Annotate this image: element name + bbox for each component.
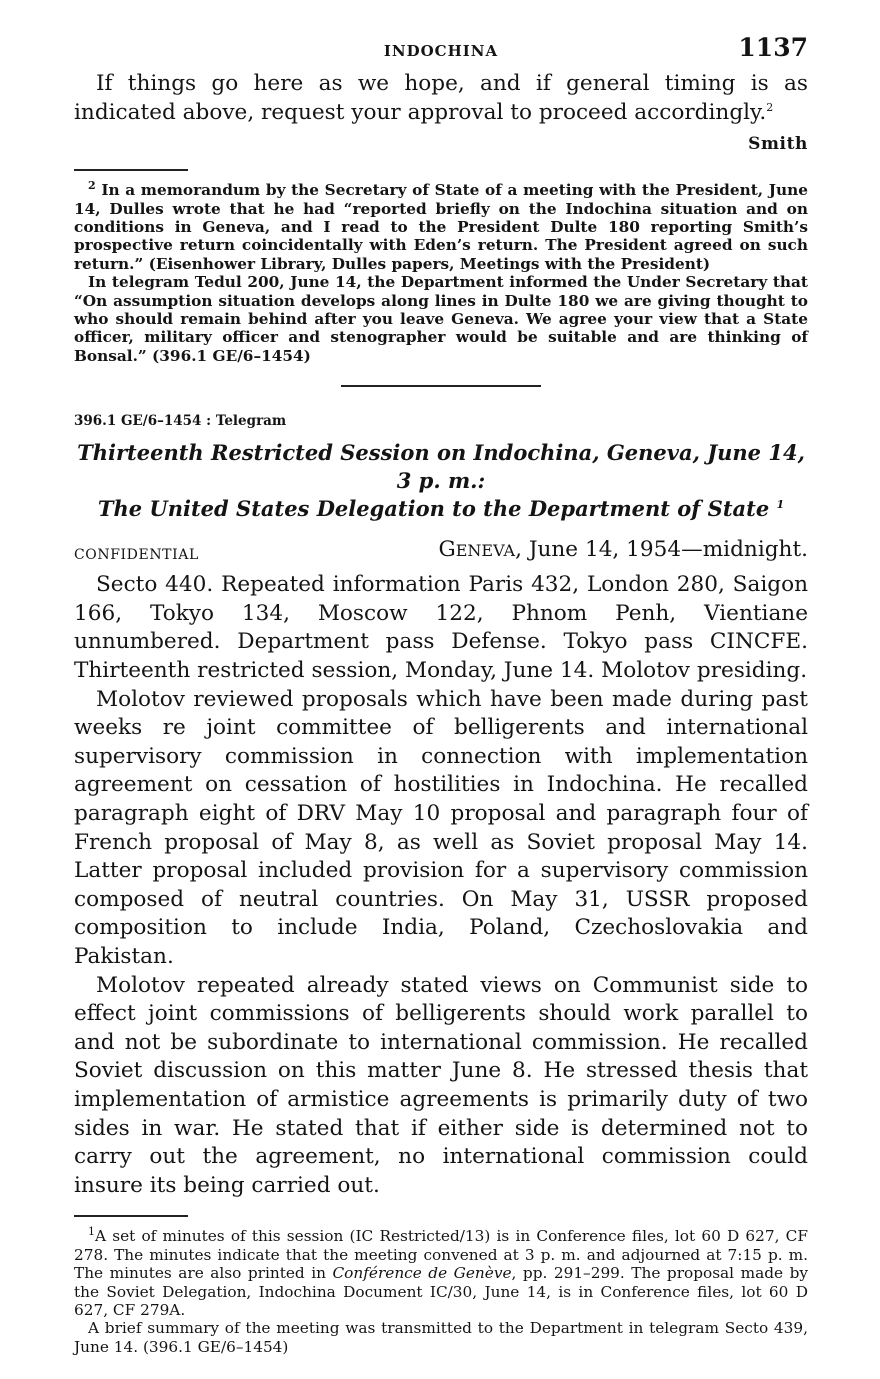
- footnote-marker: 2: [766, 100, 774, 114]
- continued-paragraph: [74, 70, 808, 127]
- document-title-line-2: [74, 495, 808, 523]
- footnote-marker: 1: [88, 1225, 95, 1239]
- footnote-italic-title: Conférence de Genève: [332, 1264, 512, 1283]
- document-separator: [341, 385, 541, 387]
- continued-paragraph-text: If things go here as we hope, and if general timing is as indicated above, request your approval to proceed accordingly.: [74, 71, 808, 125]
- footnote-1: [74, 1227, 808, 1319]
- footnote-rule: [74, 1215, 188, 1217]
- dateline: [438, 537, 808, 562]
- document-title-line-1: Thirteenth Restricted Session on Indochina, Geneva, June 14, 3 p. m.:: [77, 440, 805, 494]
- document-title-line-2-text: The United States Delegation to the Department of State: [97, 496, 770, 522]
- classification-line: [74, 537, 808, 571]
- footnote-2: [74, 181, 808, 273]
- document-title: [74, 439, 808, 523]
- place-rest: ENEVA: [455, 541, 516, 561]
- running-head-title: INDOCHINA: [383, 42, 499, 60]
- document-reference: 396.1 GE/6–1454 : Telegram: [74, 413, 287, 430]
- running-head: [74, 30, 808, 70]
- document-page: [74, 30, 808, 1356]
- footnote-marker: 2: [88, 179, 96, 193]
- footnote-rule: [74, 169, 188, 171]
- page-number: 1137: [738, 33, 808, 62]
- signature: Smith: [748, 134, 808, 155]
- footnote-marker: 1: [776, 498, 785, 512]
- place-initial: G: [438, 537, 456, 563]
- classification-label: CONFIDENTIAL: [74, 547, 199, 564]
- footnote-text: In telegram Tedul 200, June 14, the Department informed the Under Secretary that “On assumption situation develops along lines in Dulte 180 we are giving thought to who should remain behind after you leave Geneva. We agree your view that a State officer, military officer and stenographer would be suitable and are thinking of Bonsal.” (396.1 GE/6–1454): [74, 273, 808, 365]
- footnote-text: A brief summary of the meeting was transmitted to the Department in telegram Secto 439, June 14. (396.1 GE/6–1454): [74, 1319, 808, 1356]
- paragraph-2: Molotov reviewed proposals which have been made during past weeks re joint committee of belligerents and international supervisory commission in connection with implementation agreement on cessation of hostilities in Indochina. He recalled paragraph eight of DRV May 10 proposal and paragraph four of French proposal of May 8, as well as Soviet proposal May 14. Latter proposal included provision for a supervisory commission composed of neutral countries. On May 31, USSR proposed composition to include India, Poland, Czechoslovakia and Pakistan.: [74, 686, 808, 969]
- footnote-text: In a memorandum by the Secretary of State of a meeting with the President, June 14, Dulles wrote that he had “reported briefly on the Indochina situation and on conditions in Geneva, and I read to the President Dulte 180 reporting Smith’s prospective return coincidentally with Eden’s return. The President agreed on such return.” (Eisenhower Library, Dulles papers, Meetings with the President): [74, 181, 808, 273]
- footnote-text-after: , pp. 291–299. The proposal made by the Soviet Delegation, Indochina Document IC/30, June 14, is in Conference files, lot 60 D 627, CF 279A.: [74, 1264, 808, 1319]
- date-text: , June 14, 1954—midnight.: [515, 537, 808, 563]
- footnote-text-before: A set of minutes of this session (IC Restricted/13) is in Conference files, lot 60 D 627, CF 278. The minutes indicate that the meeting convened at 3 p. m. and adjourned at 7:15 p. m. The minutes are also printed in: [74, 1227, 808, 1283]
- paragraph-1: Secto 440. Repeated information Paris 432, London 280, Saigon 166, Tokyo 134, Moscow 122, Phnom Penh, Vientiane unnumbered. Department pass Defense. Tokyo pass CINCFE. Thirteenth restricted session, Monday, June 14. Molotov presiding.: [74, 572, 808, 684]
- footnote-2-continued: [74, 273, 808, 365]
- footnote-1-continued: [74, 1319, 808, 1356]
- paragraph-3: Molotov repeated already stated views on Communist side to effect joint commissions of belligerents should work parallel to and not be subordinate to international commission. He recalled Soviet discussion on this matter June 8. He stressed thesis that implementation of armistice agreements is primarily duty of two sides in war. He stated that if either side is determined not to carry out the agreement, no international commission could insure its being carried out.: [74, 972, 808, 1198]
